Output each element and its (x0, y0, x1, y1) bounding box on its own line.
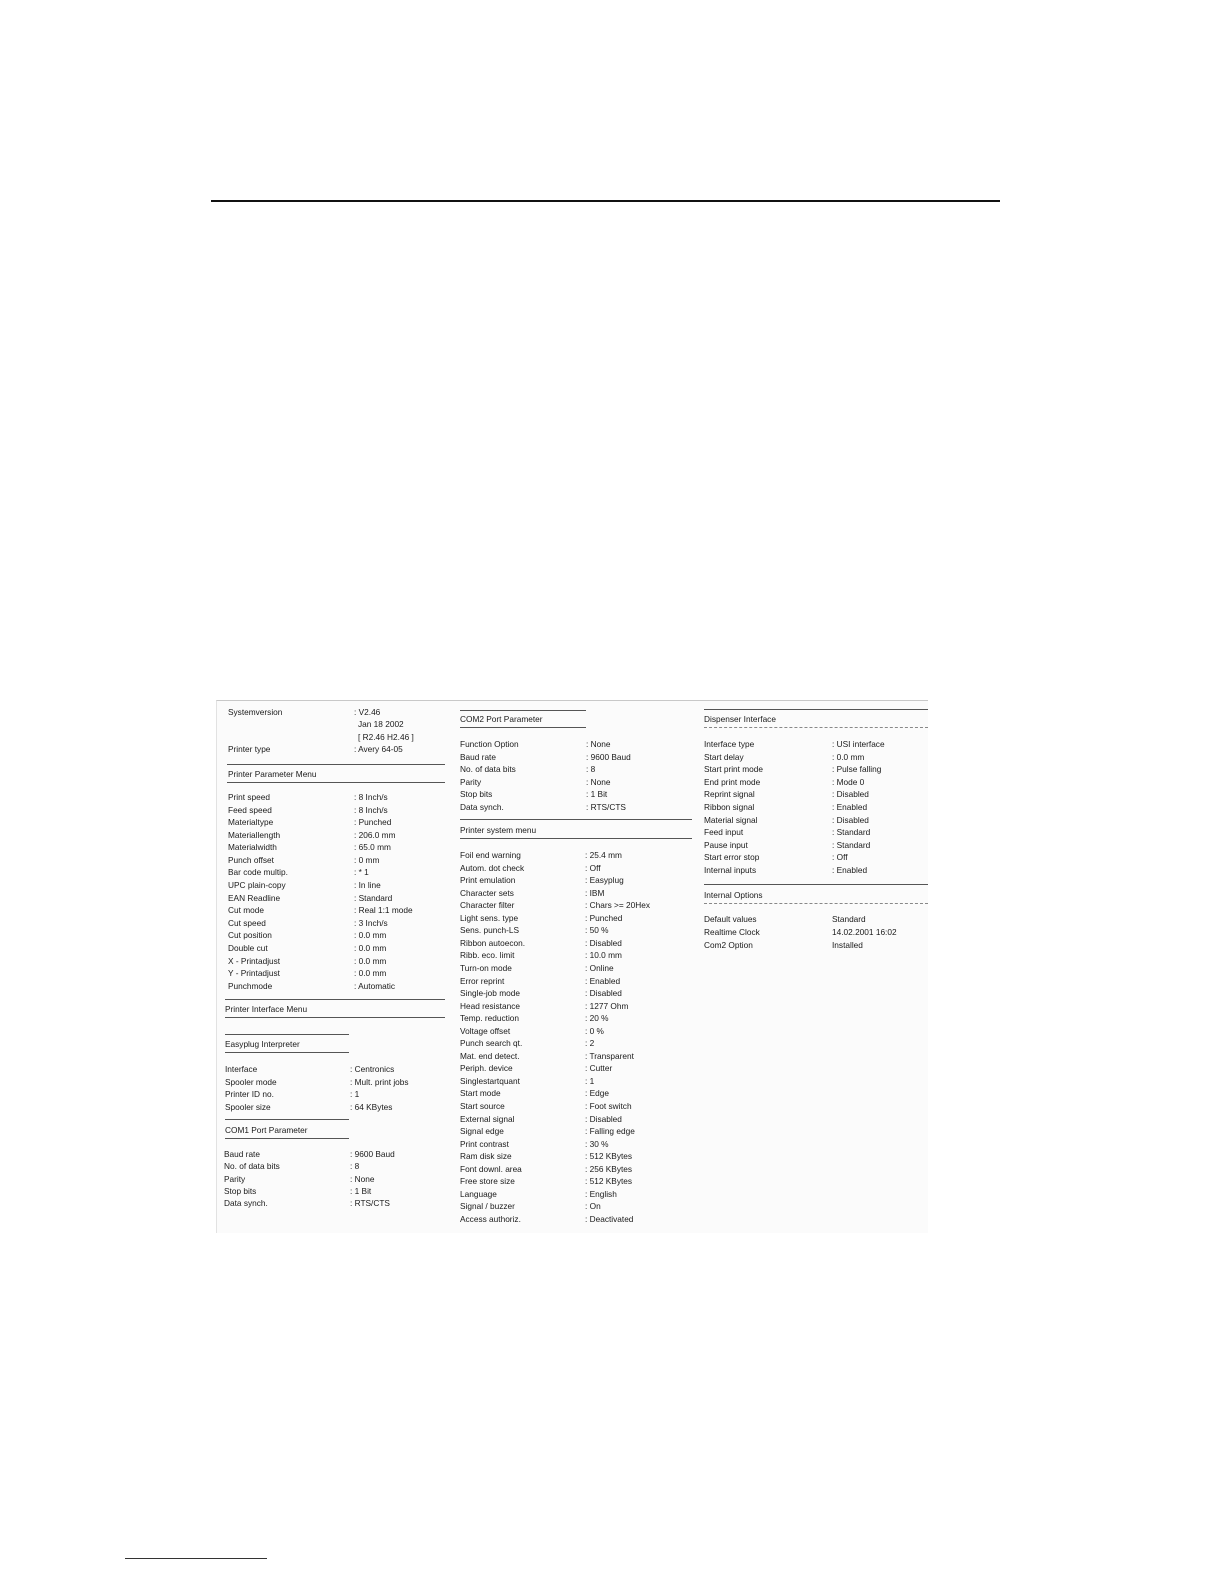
setting-label: Font downl. area (460, 1163, 522, 1174)
setting-label: No. of data bits (460, 764, 516, 774)
setting-value: : 206.0 mm (354, 829, 396, 840)
setting-label: Print contrast (460, 1138, 509, 1149)
setting-label: Access authoriz. (460, 1213, 521, 1224)
setting-label: Start error stop (704, 852, 760, 863)
setting-value: : 0 % (585, 1025, 604, 1036)
divider (460, 819, 692, 820)
setting-label: Reprint signal (704, 789, 755, 800)
setting-label: Signal / buzzer (460, 1201, 515, 1212)
setting-value: : Deactivated (585, 1213, 634, 1224)
setting-value: : 1 (350, 1089, 360, 1100)
setting-value: : RTS/CTS (350, 1198, 390, 1209)
setting-label: Foil end warning (460, 850, 521, 860)
divider (460, 838, 692, 839)
setting-label: Ribbon autoecon. (460, 937, 526, 948)
setting-value: : 10.0 mm (585, 950, 622, 961)
systemversion-date: Jan 18 2002 (358, 719, 404, 729)
setting-value: : 8 Inch/s (354, 804, 388, 815)
setting-value: : In line (354, 880, 381, 891)
setting-label: Spooler mode (225, 1076, 277, 1087)
setting-value: : 0.0 mm (354, 930, 387, 941)
setting-value: : 25.4 mm (585, 850, 622, 860)
setting-label: Singlestartquant (460, 1075, 520, 1086)
setting-value: : Standard (832, 827, 871, 838)
printer-type-value: : Avery 64-05 (354, 744, 403, 754)
setting-value: : 8 (350, 1161, 360, 1172)
setting-label: Materialwidth (228, 842, 277, 853)
setting-label: Start mode (460, 1088, 501, 1099)
setting-label: EAN Readline (228, 892, 281, 903)
divider (225, 1138, 349, 1139)
dispenser-heading: Dispenser Interface (704, 714, 776, 724)
setting-value: : 20 % (585, 1013, 609, 1024)
com1-heading: COM1 Port Parameter (225, 1125, 308, 1135)
setting-label: Stop bits (460, 789, 493, 799)
setting-value: : Standard (832, 839, 871, 850)
setting-value: : Automatic (354, 980, 396, 991)
systemversion-value: : V2.46 (354, 707, 381, 717)
setting-label: Interface type (704, 739, 755, 749)
setting-value: : 256 KBytes (585, 1163, 633, 1174)
setting-value: : USI interface (832, 739, 885, 749)
setting-label: Character sets (460, 887, 514, 898)
setting-label: Ribb. eco. limit (460, 950, 515, 961)
setting-value: : 512 KBytes (585, 1176, 633, 1187)
setting-value: : Cutter (585, 1063, 613, 1074)
systemversion-label: Systemversion (228, 707, 283, 717)
setting-label: Head resistance (460, 1000, 520, 1011)
setting-label: No. of data bits (224, 1161, 280, 1172)
setting-label: Signal edge (460, 1126, 504, 1137)
setting-value: : 8 Inch/s (354, 792, 388, 802)
setting-label: Double cut (228, 942, 268, 953)
setting-label: Punch offset (228, 854, 274, 865)
parameter-menu-heading: Printer Parameter Menu (228, 769, 317, 779)
setting-value: : 2 (585, 1038, 595, 1049)
setting-label: Print emulation (460, 875, 516, 886)
divider (704, 709, 928, 710)
setting-value: : 1 (585, 1075, 595, 1086)
com2-heading: COM2 Port Parameter (460, 714, 543, 724)
setting-value: : 9600 Baud (586, 751, 631, 762)
setting-label: Data synch. (224, 1198, 268, 1209)
setting-value: : Transparent (585, 1050, 634, 1061)
setting-label: Sens. punch-LS (460, 925, 520, 936)
setting-value: : Online (585, 962, 614, 973)
setting-value: : Chars >= 20Hex (585, 900, 651, 911)
setting-label: Baud rate (224, 1149, 260, 1159)
setting-value: : Disabled (832, 789, 869, 800)
setting-value: : 9600 Baud (350, 1149, 395, 1159)
setting-label: Feed speed (228, 804, 272, 815)
setting-value: : 65.0 mm (354, 842, 391, 853)
setting-value: : 0.0 mm (354, 968, 387, 979)
setting-label: External signal (460, 1113, 515, 1124)
setting-value: : 1 Bit (350, 1185, 372, 1196)
setting-label: UPC plain-copy (228, 880, 286, 891)
setting-value: : IBM (585, 887, 605, 898)
setting-label: Material signal (704, 814, 758, 825)
divider (704, 903, 928, 904)
header-rule (211, 200, 1000, 202)
divider (225, 1017, 445, 1018)
setting-value: : Enabled (585, 975, 621, 986)
systemversion-revision: [ R2.46 H2.46 ] (358, 732, 414, 742)
setting-value: : None (350, 1173, 375, 1184)
setting-label: Single-job mode (460, 988, 520, 999)
setting-label: Cut speed (228, 917, 266, 928)
interface-menu-heading: Printer Interface Menu (225, 1004, 308, 1014)
system-menu-heading: Printer system menu (460, 825, 537, 835)
setting-value: : 0.0 mm (354, 955, 387, 966)
setting-label: Start source (460, 1101, 505, 1111)
setting-label: Character filter (460, 900, 515, 911)
setting-label: Bar code multip. (228, 867, 288, 878)
setting-value: : English (585, 1188, 617, 1199)
setting-label: Y - Printadjust (228, 968, 280, 979)
setting-value: : 512 KBytes (585, 1151, 633, 1162)
setting-value: : Enabled (832, 865, 868, 875)
setting-label: Materiallength (228, 829, 281, 840)
setting-value: 14.02.2001 16:02 (832, 927, 897, 937)
setting-value: : Easyplug (585, 875, 624, 886)
setting-label: Data synch. (460, 801, 504, 812)
setting-value: : Real 1:1 mode (354, 905, 413, 916)
divider (225, 999, 445, 1000)
setting-value: : Standard (354, 892, 393, 903)
divider (225, 1034, 349, 1035)
setting-label: Punch search qt. (460, 1038, 523, 1049)
setting-value: Standard (832, 914, 866, 924)
setting-value: : Mult. print jobs (350, 1076, 409, 1087)
setting-value: : 30 % (585, 1138, 609, 1149)
setting-label: Parity (224, 1173, 246, 1184)
setting-value: : Punched (585, 912, 623, 923)
printer-type-label: Printer type (228, 744, 271, 754)
setting-label: Realtime Clock (704, 927, 760, 937)
setting-value: : Enabled (832, 802, 868, 812)
setting-value: : None (586, 776, 611, 787)
setting-value: : 1 Bit (586, 789, 608, 799)
setting-label: Error reprint (460, 975, 505, 986)
setting-value: : * 1 (354, 867, 369, 878)
setting-value: : On (585, 1201, 601, 1212)
setting-label: Turn-on mode (460, 962, 512, 973)
divider (704, 884, 928, 885)
setting-value: : Foot switch (585, 1101, 632, 1111)
setting-label: Com2 Option (704, 940, 753, 950)
setting-value: : Centronics (350, 1064, 395, 1074)
setting-value: : 0.0 mm (832, 751, 865, 762)
setting-value: : 0.0 mm (354, 942, 387, 953)
setting-value: : 0 mm (354, 854, 380, 865)
setting-label: Internal inputs (704, 865, 757, 875)
setting-label: Temp. reduction (460, 1013, 520, 1024)
setting-label: Pause input (704, 839, 748, 850)
setting-value: : Disabled (585, 1113, 622, 1124)
setting-value: : Edge (585, 1088, 609, 1099)
setting-label: Print speed (228, 792, 270, 802)
setting-label: Autom. dot check (460, 862, 525, 873)
setting-label: Periph. device (460, 1063, 513, 1074)
divider (225, 1052, 349, 1053)
setting-label: Light sens. type (460, 912, 519, 923)
setting-label: Printer ID no. (225, 1089, 274, 1100)
setting-label: Cut mode (228, 905, 264, 916)
setting-label: Spooler size (225, 1101, 271, 1112)
setting-label: Cut position (228, 930, 272, 941)
internal-options-heading: Internal Options (704, 890, 763, 900)
setting-label: Materialtype (228, 817, 274, 828)
setting-value: : 8 (586, 764, 596, 774)
setting-label: Ribbon signal (704, 802, 755, 812)
setting-value: Installed (832, 940, 863, 950)
setting-label: Ram disk size (460, 1151, 512, 1162)
divider (227, 764, 445, 765)
divider (227, 782, 445, 783)
setting-value: : RTS/CTS (586, 801, 626, 812)
setting-value: : Disabled (585, 988, 622, 999)
setting-value: : 1277 Ohm (585, 1000, 629, 1011)
setting-label: Function Option (460, 739, 519, 749)
divider (460, 710, 586, 711)
setting-label: Language (460, 1188, 497, 1199)
setting-value: : Mode 0 (832, 776, 865, 787)
setting-value: : Pulse falling (832, 764, 882, 775)
setting-value: : Punched (354, 817, 392, 828)
setting-label: Feed input (704, 827, 744, 838)
setting-value: : Off (832, 852, 848, 863)
divider (460, 727, 586, 728)
setting-value: : 3 Inch/s (354, 917, 388, 928)
divider (704, 727, 928, 728)
setting-value: : 50 % (585, 925, 609, 936)
setting-label: Voltage offset (460, 1025, 511, 1036)
setting-label: Free store size (460, 1176, 515, 1187)
setting-value: : 64 KBytes (350, 1101, 393, 1112)
setting-label: End print mode (704, 776, 761, 787)
printer-status-printout (216, 700, 928, 1233)
divider (225, 1119, 349, 1120)
setting-label: Start print mode (704, 764, 764, 775)
setting-label: Stop bits (224, 1185, 257, 1196)
setting-label: Mat. end detect. (460, 1050, 520, 1061)
setting-label: Punchmode (228, 980, 273, 991)
setting-value: : Off (585, 862, 601, 873)
setting-label: Default values (704, 914, 757, 924)
setting-value: : Disabled (832, 814, 869, 825)
footnote-rule (125, 1558, 267, 1559)
setting-label: Parity (460, 776, 482, 787)
setting-label: Interface (225, 1064, 258, 1074)
setting-label: Start delay (704, 751, 744, 762)
setting-value: : Disabled (585, 937, 622, 948)
setting-value: : Falling edge (585, 1126, 635, 1137)
easyplug-heading: Easyplug Interpreter (225, 1039, 300, 1049)
setting-label: Baud rate (460, 751, 496, 762)
setting-value: : None (586, 739, 611, 749)
setting-label: X - Printadjust (228, 955, 281, 966)
